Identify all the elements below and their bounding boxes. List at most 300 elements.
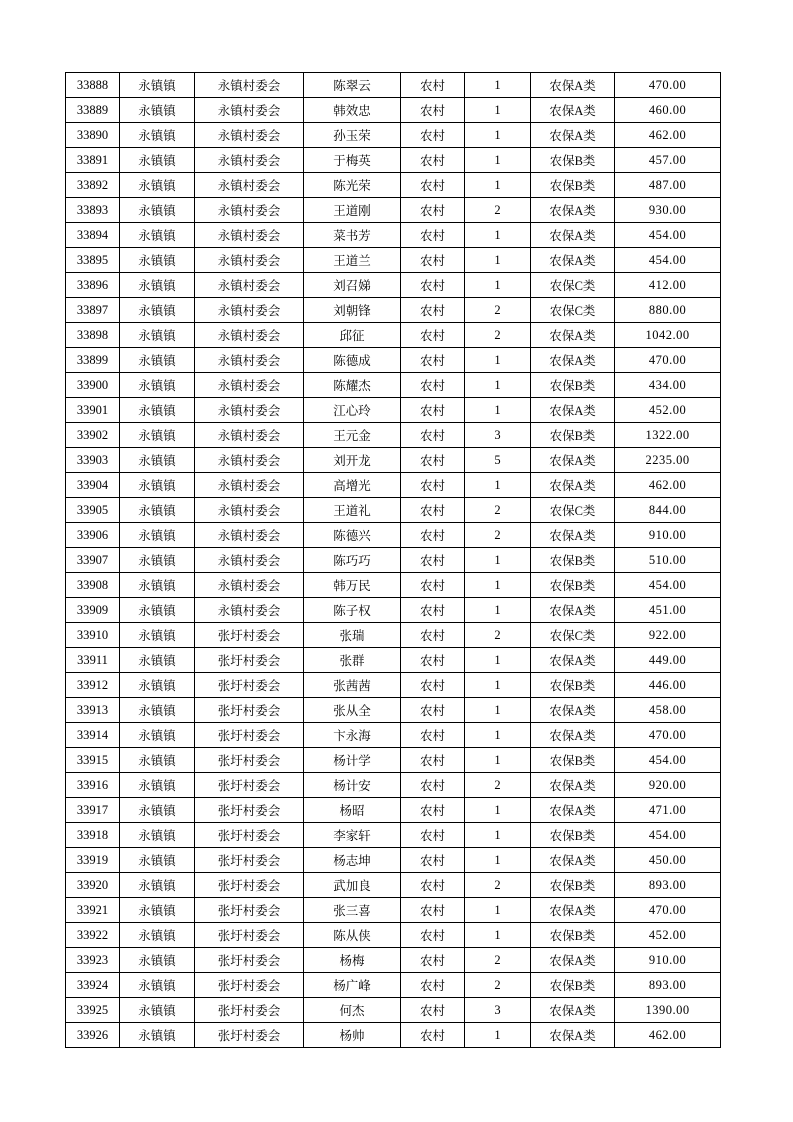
person-name-cell: 邱征 (304, 323, 401, 348)
table-row (66, 498, 721, 523)
insurance-category-cell: 农保B类 (531, 148, 615, 173)
amount-cell: 457.00 (615, 148, 721, 173)
table-body (66, 73, 721, 1048)
village-committee-cell: 张圩村委会 (195, 923, 304, 948)
insurance-category-cell: 农保A类 (531, 723, 615, 748)
residence-type-cell: 农村 (401, 723, 465, 748)
residence-type-cell: 农村 (401, 123, 465, 148)
serial-number-cell: 33894 (66, 223, 120, 248)
amount-cell: 1322.00 (615, 423, 721, 448)
village-committee-cell: 永镇村委会 (195, 198, 304, 223)
serial-number-cell: 33913 (66, 698, 120, 723)
serial-number-cell: 33888 (66, 73, 120, 98)
table-row (66, 673, 721, 698)
town-cell: 永镇镇 (120, 223, 195, 248)
village-committee-cell: 永镇村委会 (195, 248, 304, 273)
residence-type-cell: 农村 (401, 223, 465, 248)
amount-cell: 470.00 (615, 73, 721, 98)
amount-cell: 893.00 (615, 973, 721, 998)
person-name-cell: 刘朝锋 (304, 298, 401, 323)
insurance-category-cell: 农保A类 (531, 323, 615, 348)
village-committee-cell: 张圩村委会 (195, 998, 304, 1023)
village-committee-cell: 永镇村委会 (195, 598, 304, 623)
amount-cell: 930.00 (615, 198, 721, 223)
person-name-cell: 杨广峰 (304, 973, 401, 998)
village-committee-cell: 永镇村委会 (195, 348, 304, 373)
amount-cell: 893.00 (615, 873, 721, 898)
insurance-category-cell: 农保A类 (531, 248, 615, 273)
person-name-cell: 菜书芳 (304, 223, 401, 248)
amount-cell: 412.00 (615, 273, 721, 298)
town-cell: 永镇镇 (120, 998, 195, 1023)
residence-type-cell: 农村 (401, 623, 465, 648)
residence-type-cell: 农村 (401, 373, 465, 398)
insurance-category-cell: 农保A类 (531, 348, 615, 373)
serial-number-cell: 33898 (66, 323, 120, 348)
serial-number-cell: 33924 (66, 973, 120, 998)
village-committee-cell: 永镇村委会 (195, 223, 304, 248)
town-cell: 永镇镇 (120, 248, 195, 273)
person-count-cell: 1 (465, 798, 531, 823)
serial-number-cell: 33919 (66, 848, 120, 873)
serial-number-cell: 33903 (66, 448, 120, 473)
town-cell: 永镇镇 (120, 448, 195, 473)
table-row (66, 773, 721, 798)
table-row (66, 1023, 721, 1048)
serial-number-cell: 33890 (66, 123, 120, 148)
village-committee-cell: 张圩村委会 (195, 748, 304, 773)
serial-number-cell: 33906 (66, 523, 120, 548)
person-count-cell: 1 (465, 373, 531, 398)
town-cell: 永镇镇 (120, 973, 195, 998)
residence-type-cell: 农村 (401, 473, 465, 498)
amount-cell: 487.00 (615, 173, 721, 198)
amount-cell: 458.00 (615, 698, 721, 723)
table-row (66, 973, 721, 998)
table-row (66, 648, 721, 673)
amount-cell: 510.00 (615, 548, 721, 573)
town-cell: 永镇镇 (120, 1023, 195, 1048)
person-name-cell: 陈翠云 (304, 73, 401, 98)
table-row (66, 373, 721, 398)
person-name-cell: 李家轩 (304, 823, 401, 848)
amount-cell: 844.00 (615, 498, 721, 523)
insurance-category-cell: 农保B类 (531, 673, 615, 698)
serial-number-cell: 33911 (66, 648, 120, 673)
person-name-cell: 陈德兴 (304, 523, 401, 548)
village-committee-cell: 永镇村委会 (195, 523, 304, 548)
village-committee-cell: 永镇村委会 (195, 123, 304, 148)
person-name-cell: 刘召娣 (304, 273, 401, 298)
table-row (66, 598, 721, 623)
person-count-cell: 1 (465, 648, 531, 673)
residence-type-cell: 农村 (401, 598, 465, 623)
person-count-cell: 2 (465, 973, 531, 998)
person-name-cell: 于梅英 (304, 148, 401, 173)
person-count-cell: 2 (465, 523, 531, 548)
amount-cell: 470.00 (615, 898, 721, 923)
town-cell: 永镇镇 (120, 873, 195, 898)
person-name-cell: 张瑞 (304, 623, 401, 648)
table-row (66, 248, 721, 273)
residence-type-cell: 农村 (401, 448, 465, 473)
town-cell: 永镇镇 (120, 273, 195, 298)
town-cell: 永镇镇 (120, 573, 195, 598)
insurance-category-cell: 农保A类 (531, 998, 615, 1023)
person-count-cell: 1 (465, 748, 531, 773)
person-name-cell: 陈巧巧 (304, 548, 401, 573)
serial-number-cell: 33893 (66, 198, 120, 223)
residence-type-cell: 农村 (401, 573, 465, 598)
person-count-cell: 5 (465, 448, 531, 473)
table-row (66, 898, 721, 923)
person-count-cell: 2 (465, 198, 531, 223)
person-name-cell: 韩效忠 (304, 98, 401, 123)
insurance-category-cell: 农保B类 (531, 973, 615, 998)
person-name-cell: 江心玲 (304, 398, 401, 423)
person-count-cell: 1 (465, 598, 531, 623)
person-count-cell: 1 (465, 673, 531, 698)
serial-number-cell: 33907 (66, 548, 120, 573)
insurance-category-cell: 农保B类 (531, 573, 615, 598)
person-count-cell: 1 (465, 248, 531, 273)
residence-type-cell: 农村 (401, 948, 465, 973)
insurance-category-cell: 农保A类 (531, 73, 615, 98)
town-cell: 永镇镇 (120, 673, 195, 698)
residence-type-cell: 农村 (401, 798, 465, 823)
benefit-table-container (65, 72, 721, 1048)
amount-cell: 452.00 (615, 398, 721, 423)
person-name-cell: 武加良 (304, 873, 401, 898)
village-committee-cell: 永镇村委会 (195, 448, 304, 473)
village-committee-cell: 张圩村委会 (195, 898, 304, 923)
amount-cell: 910.00 (615, 523, 721, 548)
table-row (66, 698, 721, 723)
village-committee-cell: 张圩村委会 (195, 673, 304, 698)
person-count-cell: 1 (465, 1023, 531, 1048)
person-count-cell: 1 (465, 923, 531, 948)
insurance-category-cell: 农保A类 (531, 223, 615, 248)
amount-cell: 462.00 (615, 473, 721, 498)
table-row (66, 573, 721, 598)
person-count-cell: 1 (465, 223, 531, 248)
serial-number-cell: 33918 (66, 823, 120, 848)
town-cell: 永镇镇 (120, 348, 195, 373)
table-row (66, 948, 721, 973)
insurance-category-cell: 农保C类 (531, 273, 615, 298)
person-name-cell: 陈耀杰 (304, 373, 401, 398)
insurance-category-cell: 农保A类 (531, 473, 615, 498)
residence-type-cell: 农村 (401, 898, 465, 923)
table-row (66, 548, 721, 573)
person-count-cell: 2 (465, 773, 531, 798)
person-count-cell: 1 (465, 148, 531, 173)
amount-cell: 450.00 (615, 848, 721, 873)
town-cell: 永镇镇 (120, 773, 195, 798)
village-committee-cell: 张圩村委会 (195, 948, 304, 973)
residence-type-cell: 农村 (401, 848, 465, 873)
person-name-cell: 陈从侠 (304, 923, 401, 948)
town-cell: 永镇镇 (120, 698, 195, 723)
residence-type-cell: 农村 (401, 873, 465, 898)
insurance-category-cell: 农保A类 (531, 1023, 615, 1048)
person-name-cell: 王道礼 (304, 498, 401, 523)
person-count-cell: 2 (465, 873, 531, 898)
person-name-cell: 杨梅 (304, 948, 401, 973)
village-committee-cell: 永镇村委会 (195, 323, 304, 348)
serial-number-cell: 33891 (66, 148, 120, 173)
town-cell: 永镇镇 (120, 923, 195, 948)
residence-type-cell: 农村 (401, 973, 465, 998)
person-name-cell: 杨帅 (304, 1023, 401, 1048)
table-row (66, 423, 721, 448)
residence-type-cell: 农村 (401, 1023, 465, 1048)
person-count-cell: 1 (465, 898, 531, 923)
insurance-category-cell: 农保A类 (531, 398, 615, 423)
insurance-category-cell: 农保A类 (531, 198, 615, 223)
residence-type-cell: 农村 (401, 648, 465, 673)
amount-cell: 922.00 (615, 623, 721, 648)
town-cell: 永镇镇 (120, 848, 195, 873)
person-name-cell: 刘开龙 (304, 448, 401, 473)
residence-type-cell: 农村 (401, 823, 465, 848)
person-count-cell: 1 (465, 723, 531, 748)
person-name-cell: 王元金 (304, 423, 401, 448)
amount-cell: 920.00 (615, 773, 721, 798)
person-name-cell: 张三喜 (304, 898, 401, 923)
table-row (66, 223, 721, 248)
village-committee-cell: 永镇村委会 (195, 148, 304, 173)
person-count-cell: 3 (465, 423, 531, 448)
serial-number-cell: 33926 (66, 1023, 120, 1048)
person-name-cell: 陈德成 (304, 348, 401, 373)
serial-number-cell: 33899 (66, 348, 120, 373)
village-committee-cell: 永镇村委会 (195, 98, 304, 123)
person-name-cell: 陈光荣 (304, 173, 401, 198)
residence-type-cell: 农村 (401, 98, 465, 123)
residence-type-cell: 农村 (401, 173, 465, 198)
village-committee-cell: 永镇村委会 (195, 473, 304, 498)
town-cell: 永镇镇 (120, 523, 195, 548)
serial-number-cell: 33895 (66, 248, 120, 273)
insurance-category-cell: 农保A类 (531, 798, 615, 823)
insurance-category-cell: 农保A类 (531, 123, 615, 148)
amount-cell: 880.00 (615, 298, 721, 323)
town-cell: 永镇镇 (120, 948, 195, 973)
amount-cell: 446.00 (615, 673, 721, 698)
town-cell: 永镇镇 (120, 173, 195, 198)
serial-number-cell: 33900 (66, 373, 120, 398)
benefit-table (65, 72, 721, 1048)
amount-cell: 470.00 (615, 723, 721, 748)
person-name-cell: 孙玉荣 (304, 123, 401, 148)
town-cell: 永镇镇 (120, 148, 195, 173)
town-cell: 永镇镇 (120, 323, 195, 348)
residence-type-cell: 农村 (401, 73, 465, 98)
village-committee-cell: 永镇村委会 (195, 423, 304, 448)
table-row (66, 923, 721, 948)
residence-type-cell: 农村 (401, 523, 465, 548)
village-committee-cell: 永镇村委会 (195, 73, 304, 98)
village-committee-cell: 张圩村委会 (195, 623, 304, 648)
table-row (66, 723, 721, 748)
town-cell: 永镇镇 (120, 823, 195, 848)
serial-number-cell: 33917 (66, 798, 120, 823)
person-name-cell: 何杰 (304, 998, 401, 1023)
person-count-cell: 1 (465, 98, 531, 123)
table-row (66, 623, 721, 648)
person-count-cell: 2 (465, 623, 531, 648)
amount-cell: 454.00 (615, 823, 721, 848)
serial-number-cell: 33889 (66, 98, 120, 123)
table-row (66, 523, 721, 548)
town-cell: 永镇镇 (120, 298, 195, 323)
serial-number-cell: 33925 (66, 998, 120, 1023)
person-name-cell: 张群 (304, 648, 401, 673)
insurance-category-cell: 农保B类 (531, 873, 615, 898)
insurance-category-cell: 农保C类 (531, 498, 615, 523)
person-count-cell: 1 (465, 73, 531, 98)
town-cell: 永镇镇 (120, 798, 195, 823)
insurance-category-cell: 农保B类 (531, 748, 615, 773)
amount-cell: 454.00 (615, 248, 721, 273)
amount-cell: 454.00 (615, 748, 721, 773)
town-cell: 永镇镇 (120, 498, 195, 523)
amount-cell: 454.00 (615, 573, 721, 598)
table-row (66, 198, 721, 223)
residence-type-cell: 农村 (401, 998, 465, 1023)
amount-cell: 449.00 (615, 648, 721, 673)
person-count-cell: 1 (465, 823, 531, 848)
village-committee-cell: 永镇村委会 (195, 498, 304, 523)
insurance-category-cell: 农保A类 (531, 848, 615, 873)
residence-type-cell: 农村 (401, 248, 465, 273)
village-committee-cell: 永镇村委会 (195, 398, 304, 423)
amount-cell: 434.00 (615, 373, 721, 398)
serial-number-cell: 33908 (66, 573, 120, 598)
village-committee-cell: 永镇村委会 (195, 573, 304, 598)
insurance-category-cell: 农保A类 (531, 98, 615, 123)
person-name-cell: 陈子权 (304, 598, 401, 623)
person-name-cell: 张从全 (304, 698, 401, 723)
town-cell: 永镇镇 (120, 98, 195, 123)
person-name-cell: 王道刚 (304, 198, 401, 223)
insurance-category-cell: 农保A类 (531, 448, 615, 473)
amount-cell: 452.00 (615, 923, 721, 948)
person-count-cell: 2 (465, 323, 531, 348)
table-row (66, 273, 721, 298)
village-committee-cell: 永镇村委会 (195, 373, 304, 398)
town-cell: 永镇镇 (120, 623, 195, 648)
town-cell: 永镇镇 (120, 898, 195, 923)
insurance-category-cell: 农保A类 (531, 523, 615, 548)
town-cell: 永镇镇 (120, 73, 195, 98)
table-row (66, 998, 721, 1023)
village-committee-cell: 张圩村委会 (195, 773, 304, 798)
town-cell: 永镇镇 (120, 123, 195, 148)
serial-number-cell: 33915 (66, 748, 120, 773)
insurance-category-cell: 农保C类 (531, 298, 615, 323)
person-count-cell: 1 (465, 173, 531, 198)
town-cell: 永镇镇 (120, 598, 195, 623)
insurance-category-cell: 农保C类 (531, 623, 615, 648)
insurance-category-cell: 农保A类 (531, 773, 615, 798)
person-name-cell: 杨昭 (304, 798, 401, 823)
town-cell: 永镇镇 (120, 373, 195, 398)
residence-type-cell: 农村 (401, 273, 465, 298)
insurance-category-cell: 农保B类 (531, 373, 615, 398)
person-count-cell: 1 (465, 473, 531, 498)
person-name-cell: 张茜茜 (304, 673, 401, 698)
table-row (66, 823, 721, 848)
person-count-cell: 1 (465, 123, 531, 148)
amount-cell: 910.00 (615, 948, 721, 973)
residence-type-cell: 农村 (401, 923, 465, 948)
residence-type-cell: 农村 (401, 323, 465, 348)
residence-type-cell: 农村 (401, 698, 465, 723)
insurance-category-cell: 农保B类 (531, 173, 615, 198)
residence-type-cell: 农村 (401, 773, 465, 798)
amount-cell: 471.00 (615, 798, 721, 823)
village-committee-cell: 张圩村委会 (195, 1023, 304, 1048)
serial-number-cell: 33921 (66, 898, 120, 923)
person-count-cell: 1 (465, 348, 531, 373)
table-row (66, 148, 721, 173)
insurance-category-cell: 农保B类 (531, 923, 615, 948)
insurance-category-cell: 农保B类 (531, 548, 615, 573)
person-count-cell: 1 (465, 398, 531, 423)
village-committee-cell: 永镇村委会 (195, 548, 304, 573)
town-cell: 永镇镇 (120, 398, 195, 423)
town-cell: 永镇镇 (120, 198, 195, 223)
table-row (66, 323, 721, 348)
amount-cell: 1390.00 (615, 998, 721, 1023)
village-committee-cell: 张圩村委会 (195, 848, 304, 873)
table-row (66, 123, 721, 148)
town-cell: 永镇镇 (120, 648, 195, 673)
table-row (66, 448, 721, 473)
table-row (66, 298, 721, 323)
insurance-category-cell: 农保A类 (531, 898, 615, 923)
person-count-cell: 2 (465, 498, 531, 523)
table-row (66, 873, 721, 898)
town-cell: 永镇镇 (120, 423, 195, 448)
village-committee-cell: 张圩村委会 (195, 973, 304, 998)
village-committee-cell: 张圩村委会 (195, 823, 304, 848)
amount-cell: 451.00 (615, 598, 721, 623)
serial-number-cell: 33896 (66, 273, 120, 298)
serial-number-cell: 33912 (66, 673, 120, 698)
amount-cell: 462.00 (615, 1023, 721, 1048)
person-name-cell: 高增光 (304, 473, 401, 498)
person-name-cell: 王道兰 (304, 248, 401, 273)
village-committee-cell: 张圩村委会 (195, 873, 304, 898)
insurance-category-cell: 农保B类 (531, 823, 615, 848)
serial-number-cell: 33905 (66, 498, 120, 523)
amount-cell: 1042.00 (615, 323, 721, 348)
residence-type-cell: 农村 (401, 198, 465, 223)
residence-type-cell: 农村 (401, 748, 465, 773)
table-row (66, 348, 721, 373)
table-row (66, 73, 721, 98)
person-name-cell: 杨志坤 (304, 848, 401, 873)
table-row (66, 98, 721, 123)
residence-type-cell: 农村 (401, 423, 465, 448)
residence-type-cell: 农村 (401, 348, 465, 373)
serial-number-cell: 33909 (66, 598, 120, 623)
residence-type-cell: 农村 (401, 398, 465, 423)
insurance-category-cell: 农保B类 (531, 423, 615, 448)
